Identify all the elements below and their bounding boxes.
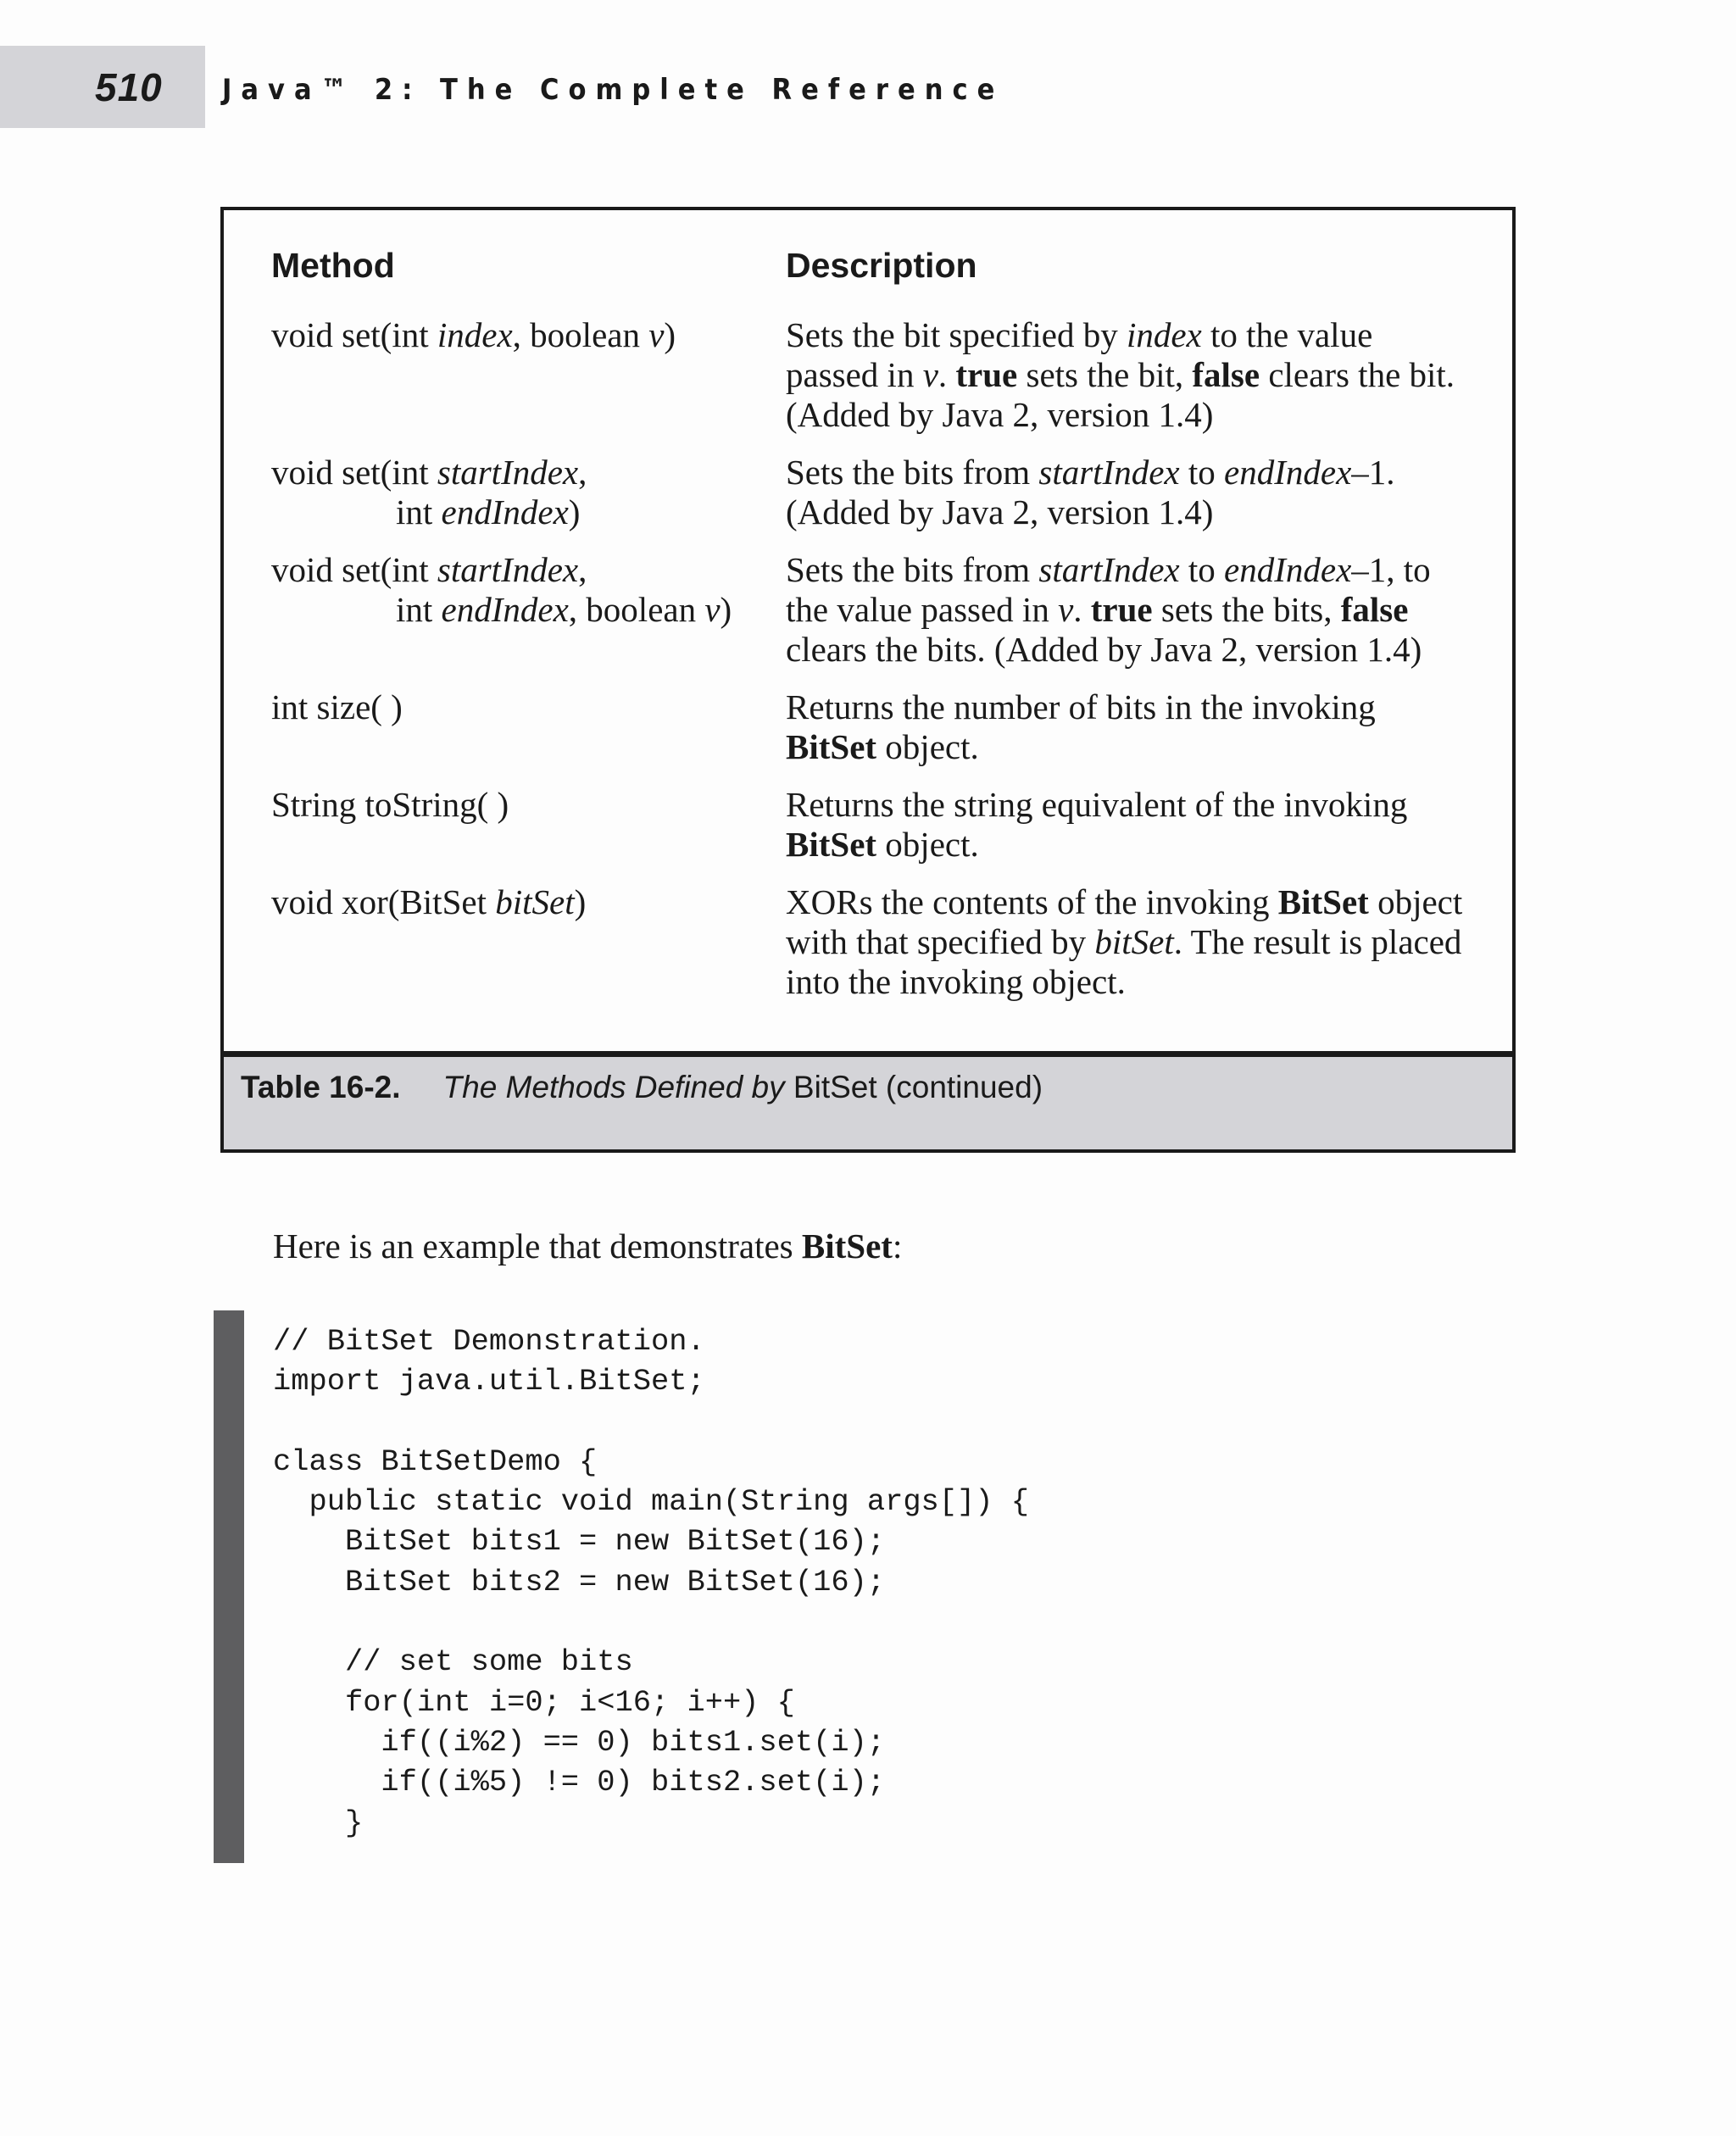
method-signature: void xor(BitSet bitSet) (271, 882, 587, 921)
method-description: Returns the string equivalent of the invoking BitSet object. (786, 785, 1408, 864)
method-description: Sets the bits from startIndex to endIndex–1, to the value passed in v. true sets the bits, false clears the bits. (Added by Java 2, version 1.4) (786, 550, 1431, 669)
method-signature: int size( ) (271, 687, 403, 726)
intro-paragraph: Here is an example that demonstrates BitSet: (273, 1227, 903, 1265)
method-signature: void set(int index, boolean v) (271, 315, 676, 354)
method-description: Returns the number of bits in the invoking BitSet object. (786, 687, 1376, 766)
method-signature: void set(int startIndex, int endIndex) (271, 453, 587, 531)
method-description: Sets the bit specified by index to the value passed in v. true sets the bit, false clears the bit. (Added by Java 2, version 1.4) (786, 315, 1455, 434)
method-description: Sets the bits from startIndex to endIndex–1. (Added by Java 2, version 1.4) (786, 453, 1395, 531)
method-description: XORs the contents of the invoking BitSet object with that specified by bitSet. The result is placed into the invoking object. (786, 882, 1463, 1001)
method-signature: String toString( ) (271, 785, 509, 824)
code-listing: // BitSet Demonstration. import java.util.BitSet; class BitSetDemo { public static void main(String args[]) { BitSet bits1 = new BitSet(16); BitSet bits2 = new BitSet(16); // set some bits for(int i=0; i<16; i++) { if((i%2) == 0) bits1.set(i); if((i%5) != 0) bits2.set(i); } (273, 1325, 1029, 1840)
page-number: 510 (95, 65, 163, 109)
column-header-method: Method (271, 246, 395, 285)
column-header-description: Description (786, 246, 977, 285)
code-margin-bar (214, 1310, 244, 1863)
running-head: Java™ 2: The Complete Reference (222, 73, 1004, 107)
method-signature: void set(int startIndex, int endIndex, boolean v) (271, 550, 732, 629)
table-caption: Table 16-2. The Methods Defined by BitSet (continued) (241, 1070, 1043, 1104)
